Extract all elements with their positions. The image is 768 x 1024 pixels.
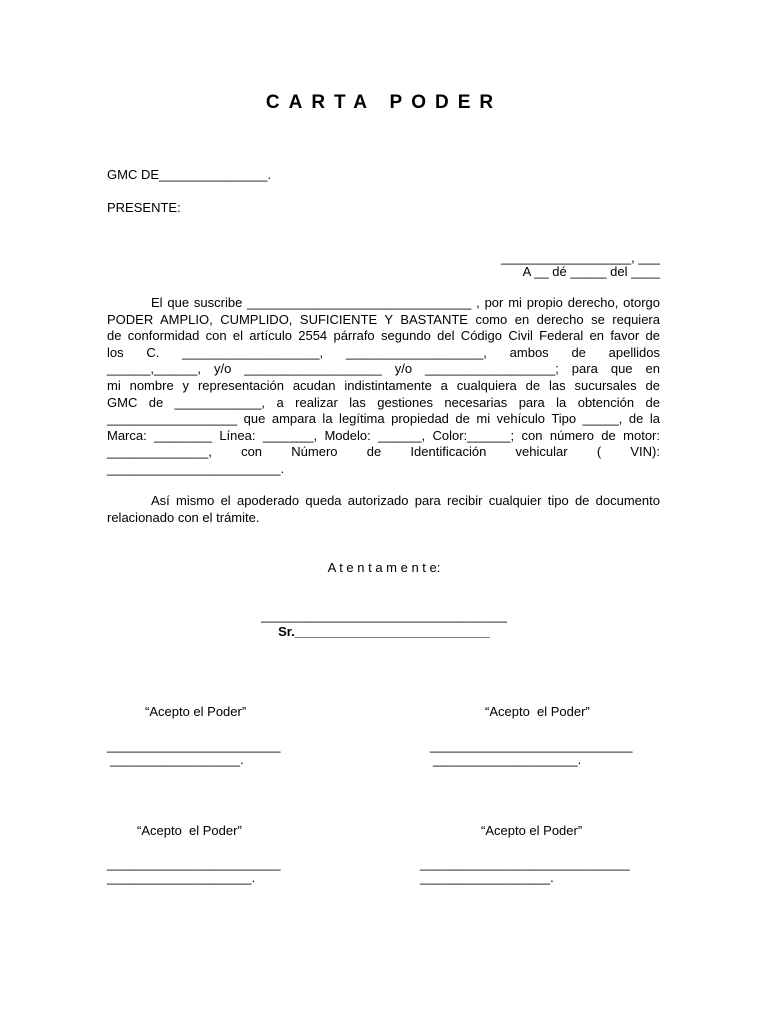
acceptance-label: “Acepto el Poder” bbox=[137, 823, 242, 838]
acceptance-name-line: ____________________. bbox=[433, 752, 582, 767]
body-line: ______,______, y/o ___________________ y/o __________________; para que en bbox=[107, 361, 660, 377]
body-line: GMC de ____________, a realizar las gestiones necesarias para la obtención de bbox=[107, 394, 660, 410]
authorization-line: Así mismo el apoderado queda autorizado para recibir cualquier tipo de documento bbox=[151, 493, 660, 508]
signature-line: __________________________________ bbox=[261, 608, 507, 623]
presente-line: PRESENTE: bbox=[107, 200, 181, 215]
body-line: PODER AMPLIO, CUMPLIDO, SUFICIENTE Y BASTANTE como en derecho se requiera bbox=[107, 311, 660, 327]
acceptance-name-line: ____________________. bbox=[107, 870, 256, 885]
acceptance-signature-line: ____________________________ bbox=[430, 738, 633, 753]
body-line: de conformidad con el artículo 2554 párrafo segundo del Código Civil Federal en favor de bbox=[107, 328, 660, 344]
date-line: A __ dé _____ del ____ bbox=[522, 264, 660, 279]
document-title: CARTA PODER bbox=[265, 92, 503, 113]
body-line: El que suscribe _______________________________ , por mi propio derecho, otorgo bbox=[151, 295, 660, 310]
date-place-line: __________________, ___ bbox=[500, 250, 660, 265]
acceptance-name-line: __________________. bbox=[420, 870, 554, 885]
acceptance-signature-line: ________________________ bbox=[107, 738, 281, 753]
acceptance-label: “Acepto el Poder” bbox=[485, 704, 590, 719]
authorization-line: relacionado con el trámite. bbox=[107, 509, 260, 525]
recipient-line: GMC DE_______________. bbox=[107, 167, 272, 182]
body-line: los C. ___________________, ___________________, ambos de apellidos bbox=[107, 344, 660, 360]
body-line: __________________ que ampara la legítima propiedad de mi vehículo Tipo _____, de la bbox=[107, 411, 660, 427]
acceptance-label: “Acepto el Poder” bbox=[145, 704, 247, 719]
closing-text: A t e n t a m e n t e: bbox=[327, 560, 441, 575]
authorization-paragraph bbox=[107, 493, 660, 526]
signature-name: Sr.___________________________ bbox=[278, 624, 490, 639]
acceptance-name-line: __________________. bbox=[110, 752, 244, 767]
acceptance-signature-line: _____________________________ bbox=[420, 856, 630, 871]
body-line: ________________________. bbox=[107, 460, 285, 476]
acceptance-signature-line: ________________________ bbox=[107, 856, 281, 871]
body-line: ______________, con Número de Identificación vehicular ( VIN): bbox=[107, 444, 660, 460]
acceptance-label: “Acepto el Poder” bbox=[481, 823, 583, 838]
body-paragraph bbox=[107, 295, 660, 478]
body-line: mi nombre y representación acudan indistintamente a cualquiera de las sucursales de bbox=[107, 377, 660, 393]
body-line: Marca: ________ Línea: _______, Modelo: ______, Color:______; con número de motor: bbox=[107, 427, 660, 443]
